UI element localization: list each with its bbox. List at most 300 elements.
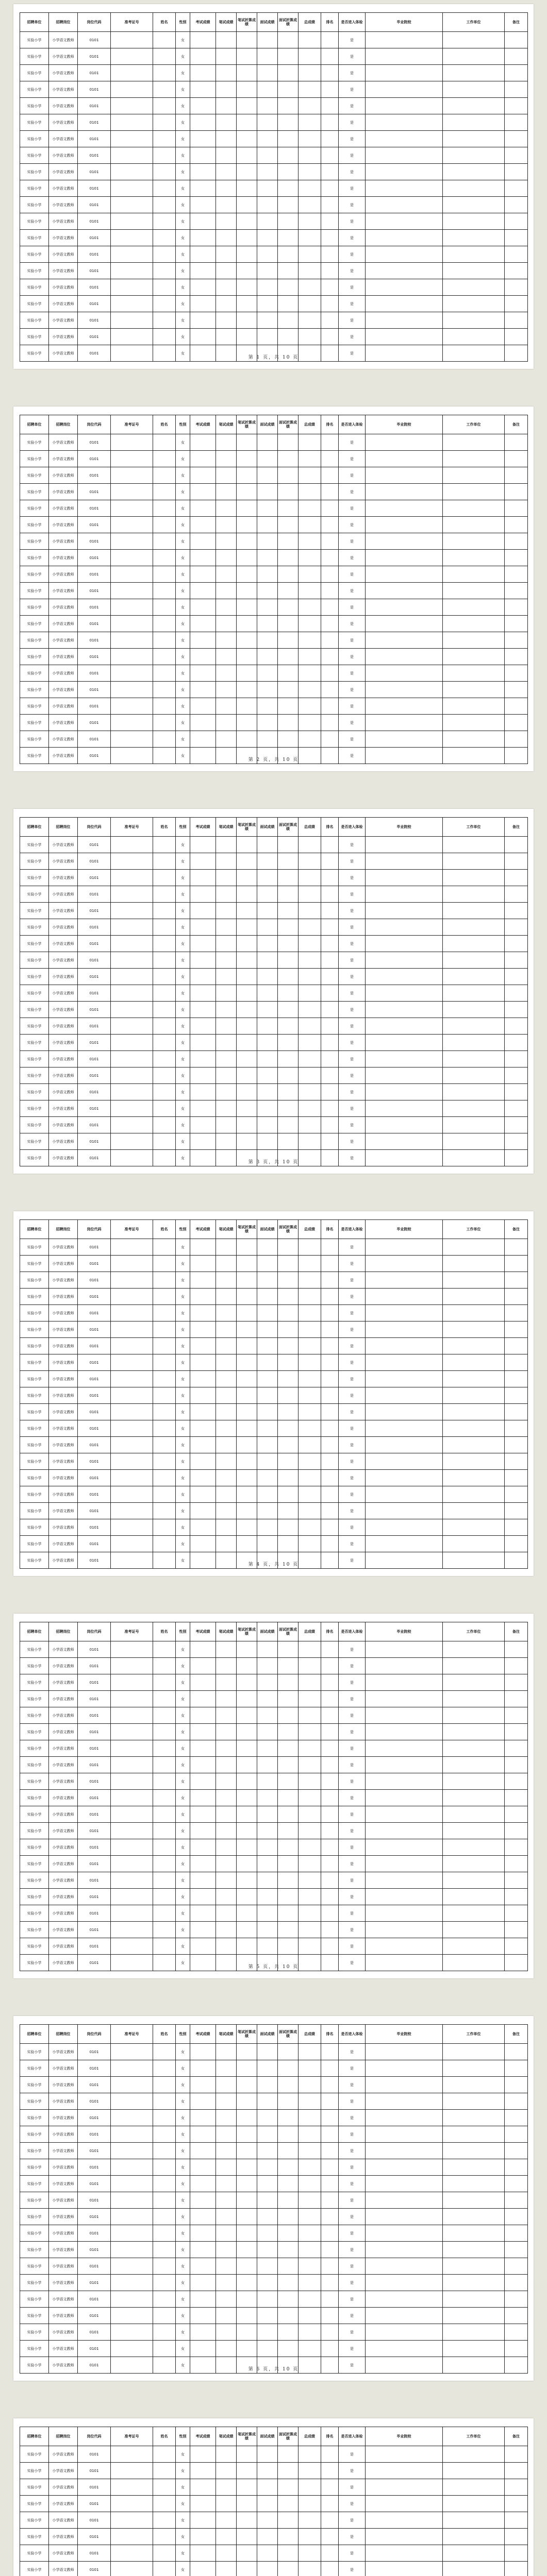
table-cell: 0101	[78, 969, 111, 985]
table-cell	[505, 886, 528, 903]
table-cell	[366, 1658, 443, 1674]
table-cell	[190, 131, 216, 147]
table-cell: 0101	[78, 1035, 111, 1051]
table-cell: 0101	[78, 1470, 111, 1486]
column-header: 工作单位	[443, 818, 505, 837]
table-cell	[190, 2258, 216, 2275]
table-cell	[321, 1823, 339, 1839]
table-cell	[190, 517, 216, 533]
table-row	[20, 1806, 528, 1823]
table-cell	[505, 1117, 528, 1133]
table-cell	[443, 180, 505, 197]
table-cell	[111, 985, 153, 1002]
table-cell	[321, 263, 339, 279]
table-cell	[153, 715, 176, 731]
table-cell	[190, 715, 216, 731]
table-cell	[111, 870, 153, 886]
table-cell: 0101	[78, 1420, 111, 1437]
column-header: 备注	[505, 2427, 528, 2446]
table-cell	[366, 1387, 443, 1404]
table-cell: 女	[176, 1354, 190, 1371]
table-cell: 0101	[78, 1100, 111, 1117]
table-cell	[153, 1018, 176, 1035]
table-cell	[321, 2143, 339, 2159]
table-cell: 女	[176, 1470, 190, 1486]
table-cell	[299, 1724, 321, 1740]
table-cell	[257, 665, 278, 682]
table-cell	[190, 1740, 216, 1757]
table-cell	[237, 1641, 257, 1658]
table-row	[20, 886, 528, 903]
table-cell	[443, 2463, 505, 2479]
table-cell	[299, 1420, 321, 1437]
column-header: 面试折算成绩	[278, 1220, 299, 1239]
table-cell	[321, 649, 339, 665]
table-cell	[278, 665, 299, 682]
table-cell: 0101	[78, 1707, 111, 1724]
table-cell	[237, 2562, 257, 2576]
table-cell	[153, 903, 176, 919]
table-cell: 实验小学	[20, 1872, 49, 1889]
table-cell	[443, 65, 505, 81]
table-cell	[505, 147, 528, 164]
table-cell	[278, 1067, 299, 1084]
column-header: 面试折算成绩	[278, 13, 299, 32]
table-cell	[216, 2479, 237, 2496]
table-cell: 是	[339, 131, 366, 147]
table-cell: 女	[176, 1641, 190, 1658]
table-row	[20, 2044, 528, 2060]
table-cell	[443, 1321, 505, 1338]
table-cell	[505, 213, 528, 230]
table-cell: 小学语文教师	[49, 2192, 78, 2209]
table-cell: 0101	[78, 147, 111, 164]
table-cell	[111, 1067, 153, 1084]
table-cell: 实验小学	[20, 731, 49, 748]
table-cell	[299, 698, 321, 715]
table-cell: 是	[339, 1289, 366, 1305]
table-cell	[153, 98, 176, 114]
table-cell	[237, 731, 257, 748]
table-cell	[299, 1773, 321, 1790]
table-cell	[216, 2512, 237, 2529]
table-cell	[153, 682, 176, 698]
table-cell: 小学语文教师	[49, 853, 78, 870]
table-cell	[257, 1117, 278, 1133]
table-cell	[505, 1371, 528, 1387]
table-cell	[237, 131, 257, 147]
table-cell	[321, 451, 339, 467]
table-cell	[153, 1035, 176, 1051]
table-row	[20, 1773, 528, 1790]
table-cell	[299, 147, 321, 164]
table-cell	[216, 451, 237, 467]
table-cell: 实验小学	[20, 1437, 49, 1453]
table-cell: 小学语文教师	[49, 599, 78, 616]
table-cell	[505, 2077, 528, 2093]
table-cell: 实验小学	[20, 296, 49, 312]
table-row	[20, 434, 528, 451]
column-header: 是否进入体检	[339, 2025, 366, 2044]
table-row	[20, 1354, 528, 1371]
table-cell	[278, 2159, 299, 2176]
table-cell	[216, 1905, 237, 1922]
table-cell	[257, 2176, 278, 2192]
table-cell	[278, 566, 299, 583]
table-cell	[216, 1872, 237, 1889]
table-row	[20, 2258, 528, 2275]
table-cell	[505, 952, 528, 969]
table-cell	[505, 467, 528, 484]
table-cell	[443, 1067, 505, 1084]
table-cell	[278, 1100, 299, 1117]
table-cell	[153, 1872, 176, 1889]
table-cell	[111, 616, 153, 632]
table-cell: 女	[176, 98, 190, 114]
table-cell: 小学语文教师	[49, 1790, 78, 1806]
table-cell	[321, 837, 339, 853]
table-header-row	[20, 2025, 528, 2044]
table-cell	[366, 2143, 443, 2159]
table-cell: 小学语文教师	[49, 1641, 78, 1658]
table-cell	[278, 180, 299, 197]
table-cell	[299, 500, 321, 517]
table-cell: 是	[339, 2275, 366, 2291]
table-cell	[257, 616, 278, 632]
table-cell	[278, 1486, 299, 1503]
table-cell	[190, 1856, 216, 1872]
table-cell	[299, 329, 321, 345]
table-cell	[153, 2479, 176, 2496]
table-cell: 小学语文教师	[49, 1823, 78, 1839]
table-row	[20, 2562, 528, 2576]
table-cell	[366, 1272, 443, 1289]
table-cell: 实验小学	[20, 1889, 49, 1905]
table-cell: 是	[339, 2479, 366, 2496]
table-cell	[321, 1641, 339, 1658]
table-cell	[237, 682, 257, 698]
table-cell	[237, 1519, 257, 1536]
table-cell	[321, 936, 339, 952]
table-cell	[216, 1067, 237, 1084]
table-cell: 女	[176, 484, 190, 500]
table-cell	[237, 312, 257, 329]
table-cell	[153, 164, 176, 180]
table-cell	[190, 566, 216, 583]
results-table-container	[20, 2024, 527, 2374]
table-cell	[299, 1790, 321, 1806]
table-cell	[111, 936, 153, 952]
table-cell	[443, 131, 505, 147]
table-row	[20, 2479, 528, 2496]
table-cell	[237, 164, 257, 180]
table-cell	[278, 632, 299, 649]
table-cell	[321, 2077, 339, 2093]
column-header: 总成绩	[299, 2427, 321, 2446]
table-cell: 女	[176, 2463, 190, 2479]
table-cell	[366, 1922, 443, 1938]
table-cell	[216, 715, 237, 731]
column-header: 笔试折算成绩	[237, 1220, 257, 1239]
table-cell	[366, 484, 443, 500]
table-cell	[216, 164, 237, 180]
table-cell: 实验小学	[20, 1922, 49, 1938]
table-cell	[190, 1100, 216, 1117]
table-cell: 实验小学	[20, 2159, 49, 2176]
table-cell: 女	[176, 230, 190, 246]
table-cell: 实验小学	[20, 2291, 49, 2308]
column-header: 备注	[505, 1220, 528, 1239]
table-cell	[321, 2446, 339, 2463]
table-cell	[257, 1691, 278, 1707]
table-cell: 实验小学	[20, 467, 49, 484]
table-cell	[153, 180, 176, 197]
table-cell	[111, 1018, 153, 1035]
table-cell	[299, 48, 321, 65]
table-cell	[237, 2512, 257, 2529]
table-cell: 小学语文教师	[49, 1239, 78, 1256]
table-cell	[366, 1067, 443, 1084]
table-cell	[366, 1133, 443, 1150]
table-cell	[366, 2308, 443, 2324]
table-cell: 女	[176, 837, 190, 853]
table-cell: 女	[176, 2176, 190, 2192]
table-cell: 实验小学	[20, 1387, 49, 1404]
table-cell	[111, 279, 153, 296]
table-cell: 女	[176, 2192, 190, 2209]
table-cell	[366, 32, 443, 48]
table-cell: 实验小学	[20, 434, 49, 451]
table-cell	[278, 2446, 299, 2463]
table-cell: 女	[176, 1387, 190, 1404]
table-cell: 0101	[78, 48, 111, 65]
table-cell	[237, 1084, 257, 1100]
table-cell	[257, 2562, 278, 2576]
table-cell	[237, 1338, 257, 1354]
table-cell	[216, 2258, 237, 2275]
table-cell	[216, 1239, 237, 1256]
table-cell	[237, 1790, 257, 1806]
table-cell: 是	[339, 969, 366, 985]
table-cell	[299, 1856, 321, 1872]
table-cell: 女	[176, 715, 190, 731]
table-cell	[216, 2110, 237, 2126]
table-cell: 0101	[78, 1519, 111, 1536]
table-cell	[237, 1740, 257, 1757]
table-cell	[257, 698, 278, 715]
table-cell	[257, 903, 278, 919]
table-cell	[443, 919, 505, 936]
table-cell	[190, 1035, 216, 1051]
table-cell	[153, 1420, 176, 1437]
table-cell: 实验小学	[20, 870, 49, 886]
table-cell: 是	[339, 2242, 366, 2258]
table-cell	[111, 131, 153, 147]
table-cell: 女	[176, 2209, 190, 2225]
table-cell: 0101	[78, 2479, 111, 2496]
table-cell: 小学语文教师	[49, 2275, 78, 2291]
table-cell	[216, 1338, 237, 1354]
column-header: 毕业院校	[366, 1622, 443, 1641]
table-cell	[111, 32, 153, 48]
table-cell	[111, 2341, 153, 2357]
table-cell: 女	[176, 1790, 190, 1806]
table-cell	[153, 853, 176, 870]
table-cell	[216, 1051, 237, 1067]
table-cell	[190, 919, 216, 936]
table-cell	[237, 517, 257, 533]
table-cell: 实验小学	[20, 2324, 49, 2341]
column-header: 排名	[321, 2025, 339, 2044]
table-cell	[299, 2209, 321, 2225]
table-cell: 实验小学	[20, 2545, 49, 2562]
table-cell	[153, 550, 176, 566]
table-cell	[216, 616, 237, 632]
table-cell: 是	[339, 2324, 366, 2341]
table-cell	[443, 985, 505, 1002]
table-cell	[505, 1806, 528, 1823]
table-cell	[190, 147, 216, 164]
table-cell	[111, 48, 153, 65]
table-cell	[321, 919, 339, 936]
table-cell: 是	[339, 2192, 366, 2209]
table-cell	[443, 1938, 505, 1955]
table-cell	[237, 1420, 257, 1437]
table-cell	[153, 886, 176, 903]
table-cell: 女	[176, 2126, 190, 2143]
column-header: 岗位代码	[78, 13, 111, 32]
table-cell	[505, 2512, 528, 2529]
table-cell	[505, 1856, 528, 1872]
table-cell	[153, 1740, 176, 1757]
table-row	[20, 1658, 528, 1674]
table-cell	[443, 1707, 505, 1724]
table-cell	[299, 434, 321, 451]
column-header: 准考证号	[111, 13, 153, 32]
table-cell	[216, 2463, 237, 2479]
table-cell	[216, 2192, 237, 2209]
table-cell	[190, 1503, 216, 1519]
table-cell: 实验小学	[20, 886, 49, 903]
table-cell	[153, 1371, 176, 1387]
results-table-container	[20, 12, 527, 362]
document-page	[13, 4, 534, 369]
table-cell: 小学语文教师	[49, 837, 78, 853]
table-cell: 女	[176, 919, 190, 936]
table-cell	[505, 1420, 528, 1437]
table-cell: 女	[176, 1100, 190, 1117]
table-cell	[237, 1404, 257, 1420]
table-cell	[505, 1707, 528, 1724]
table-cell	[153, 698, 176, 715]
column-header: 招聘单位	[20, 2025, 49, 2044]
table-cell	[190, 467, 216, 484]
table-cell	[111, 1889, 153, 1905]
table-row	[20, 1691, 528, 1707]
table-cell	[190, 1018, 216, 1035]
table-cell	[237, 2077, 257, 2093]
table-cell: 0101	[78, 296, 111, 312]
table-cell: 实验小学	[20, 1905, 49, 1922]
table-cell: 是	[339, 698, 366, 715]
table-cell	[321, 1674, 339, 1691]
table-cell: 0101	[78, 1387, 111, 1404]
table-cell	[278, 1305, 299, 1321]
table-cell	[111, 1437, 153, 1453]
column-header: 准考证号	[111, 818, 153, 837]
table-cell	[111, 1536, 153, 1552]
table-cell	[366, 81, 443, 98]
table-cell: 实验小学	[20, 1707, 49, 1724]
table-cell	[153, 2143, 176, 2159]
table-cell	[366, 2077, 443, 2093]
table-cell	[153, 649, 176, 665]
table-cell	[257, 2275, 278, 2291]
table-cell	[299, 1872, 321, 1889]
table-row	[20, 279, 528, 296]
table-cell	[153, 1051, 176, 1067]
table-cell	[278, 2308, 299, 2324]
table-cell	[190, 1321, 216, 1338]
table-cell	[443, 870, 505, 886]
table-cell	[278, 2077, 299, 2093]
table-cell: 女	[176, 969, 190, 985]
table-cell	[505, 1905, 528, 1922]
table-row	[20, 32, 528, 48]
table-cell	[190, 1889, 216, 1905]
column-header: 毕业院校	[366, 1220, 443, 1239]
table-cell	[278, 230, 299, 246]
table-cell: 0101	[78, 985, 111, 1002]
table-cell: 0101	[78, 1133, 111, 1150]
table-cell	[111, 2110, 153, 2126]
table-cell	[111, 1503, 153, 1519]
table-cell	[190, 1289, 216, 1305]
table-cell	[278, 1289, 299, 1305]
table-cell: 小学语文教师	[49, 230, 78, 246]
table-cell	[321, 1067, 339, 1084]
table-cell	[111, 1404, 153, 1420]
table-cell: 小学语文教师	[49, 434, 78, 451]
table-cell: 0101	[78, 583, 111, 599]
table-cell	[111, 682, 153, 698]
table-cell	[216, 1922, 237, 1938]
table-cell	[278, 731, 299, 748]
table-cell	[321, 533, 339, 550]
table-cell	[153, 1289, 176, 1305]
table-cell	[443, 2143, 505, 2159]
table-cell	[216, 1823, 237, 1839]
table-cell: 实验小学	[20, 2093, 49, 2110]
column-header: 笔试折算成绩	[237, 1622, 257, 1641]
column-header: 面试折算成绩	[278, 1622, 299, 1641]
table-cell: 0101	[78, 312, 111, 329]
table-row	[20, 1018, 528, 1035]
table-cell	[190, 1305, 216, 1321]
table-cell	[505, 616, 528, 632]
table-cell: 0101	[78, 1117, 111, 1133]
table-cell	[321, 1707, 339, 1724]
table-cell	[299, 1519, 321, 1536]
table-cell	[257, 329, 278, 345]
table-cell	[505, 1790, 528, 1806]
table-cell	[111, 1872, 153, 1889]
table-cell	[505, 434, 528, 451]
table-cell: 女	[176, 886, 190, 903]
table-cell: 是	[339, 665, 366, 682]
column-header: 是否进入体检	[339, 13, 366, 32]
table-cell	[111, 649, 153, 665]
